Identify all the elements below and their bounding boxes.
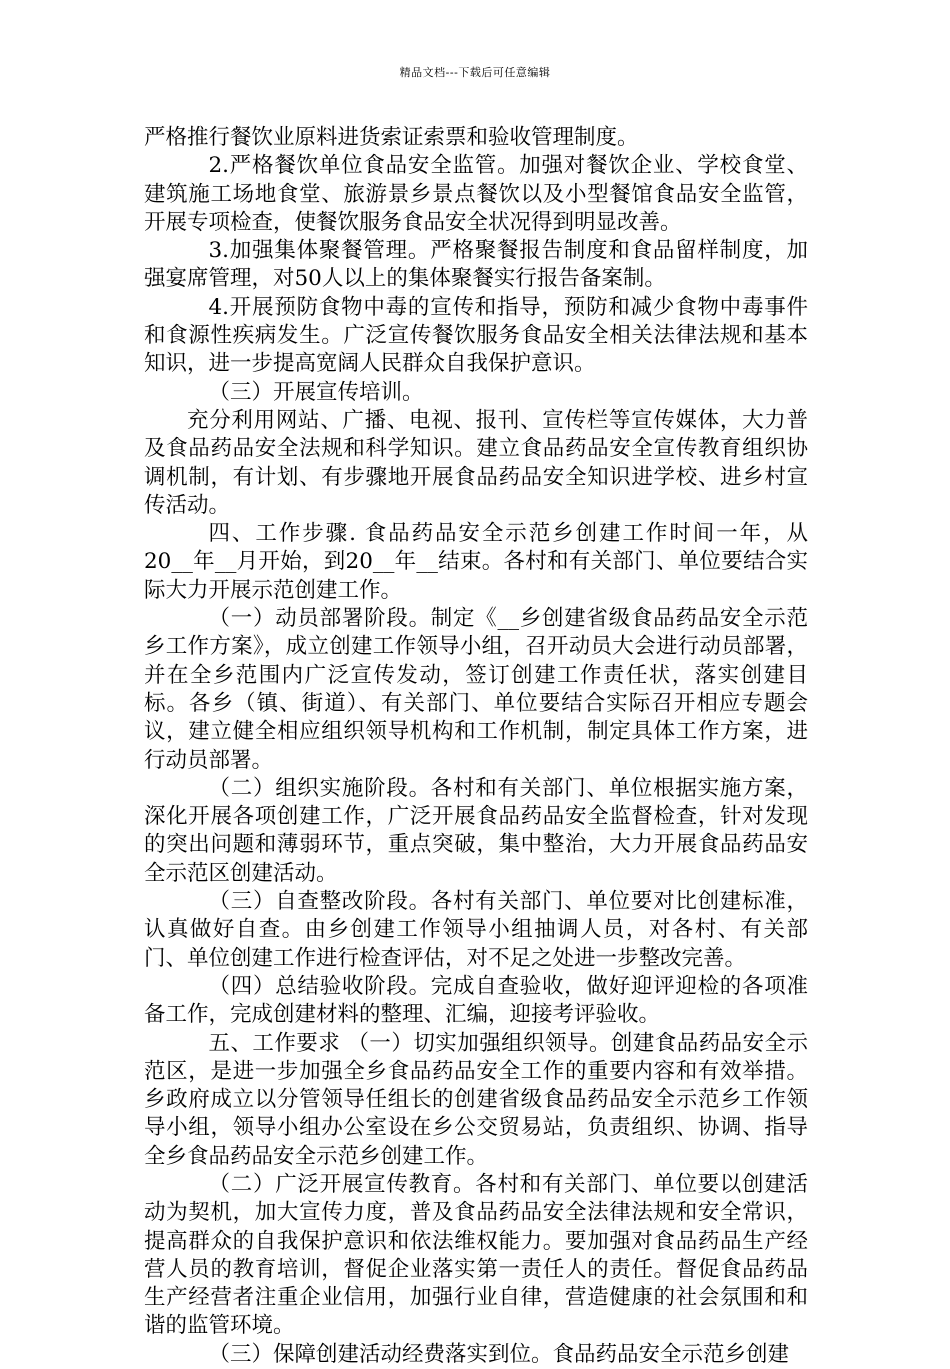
paragraph: 严格推行餐饮业原料进货索证索票和验收管理制度。 (144, 125, 639, 150)
section-heading: 五、工作要求 （一）切实加强组织领导。创建食品药品安全示范区，是进一步加强全乡食品药品安全工作的重要内容和有效举措。乡政府成立以分管领导任组长的创建省级食品药品安全示范乡工作领导小组，领导小组办公室设在乡公交贸易站，负责组织、协调、指导全乡食品药品安全示范乡创建工作。 (144, 1030, 808, 1169)
page-header: 精品文档---下载后可任意编辑 (399, 66, 551, 79)
paragraph: 充分利用网站、广播、电视、报刊、宣传栏等宣传媒体，大力普及食品药品安全法规和科学知识。建立食品药品安全宣传教育组织协调机制，有计划、有步骤地开展食品药品安全知识进学校、进乡村宣传活动。 (144, 407, 808, 518)
paragraph: （二）广泛开展宣传教育。各村和有关部门、单位要以创建活动为契机，加大宣传力度，普及食品药品安全法律法规和安全常识，提高群众的自我保护意识和依法维权能力。要加强对食品药品生产经营人员的教育培训，督促企业落实第一责任人的责任。督促食品药品生产经营者注重企业信用，加强行业自律，营造健康的社会氛围和和谐的监管环境。 (144, 1171, 808, 1339)
document-body (144, 124, 808, 1369)
paragraph: 2.严格餐饮单位食品安全监管。加强对餐饮企业、学校食堂、建筑施工场地食堂、旅游景乡景点餐饮以及小型餐馆食品安全监管，开展专项检查，使餐饮服务食品安全状况得到明显改善。 (144, 153, 808, 235)
section-heading: 四、工作步骤. 食品药品安全示范乡创建工作时间一年，从20__年__月开始，到20__年__结束。各村和有关部门、单位要结合实际大力开展示范创建工作。 (144, 521, 808, 603)
paragraph: （三）保障创建活动经费落实到位。食品药品安全示范乡创建 (208, 1341, 790, 1367)
section-heading: （三）开展宣传培训。 (208, 379, 424, 405)
paragraph: 4.开展预防食物中毒的宣传和指导，预防和减少食物中毒事件和食源性疾病发生。广泛宣传餐饮服务食品安全相关法律法规和基本知识，进一步提高宽阔人民群众自我保护意识。 (144, 294, 808, 377)
paragraph: （二）组织实施阶段。各村和有关部门、单位根据实施方案，深化开展各项创建工作，广泛开展食品药品安全监督检查，针对发现的突出问题和薄弱环节，重点突破，集中整治，大力开展食品药品安全示范区创建活动。 (144, 775, 808, 886)
paragraph: 3.加强集体聚餐管理。严格聚餐报告制度和食品留样制度，加强宴席管理，对50人以上的集体聚餐实行报告备案制。 (144, 238, 808, 292)
paragraph: （三）自查整改阶段。各村有关部门、单位要对比创建标准，认真做好自查。由乡创建工作领导小组抽调人员，对各村、有关部门、单位创建工作进行检查评估，对不足之处进一步整改完善。 (144, 889, 808, 971)
paragraph: （一）动员部署阶段。制定《__乡创建省级食品药品安全示范乡工作方案》，成立创建工作领导小组，召开动员大会进行动员部署，并在全乡范围内广泛宣传发动，签订创建工作责任状，落实创建目标。各乡（镇、街道）、有关部门、单位要结合实际召开相应专题会议，建立健全相应组织领导机构和工作机制，制定具体工作方案，进行动员部署。 (144, 606, 808, 773)
paragraph: （四）总结验收阶段。完成自查验收，做好迎评迎检的各项准备工作，完成创建材料的整理、汇编，迎接考评验收。 (144, 973, 808, 1028)
